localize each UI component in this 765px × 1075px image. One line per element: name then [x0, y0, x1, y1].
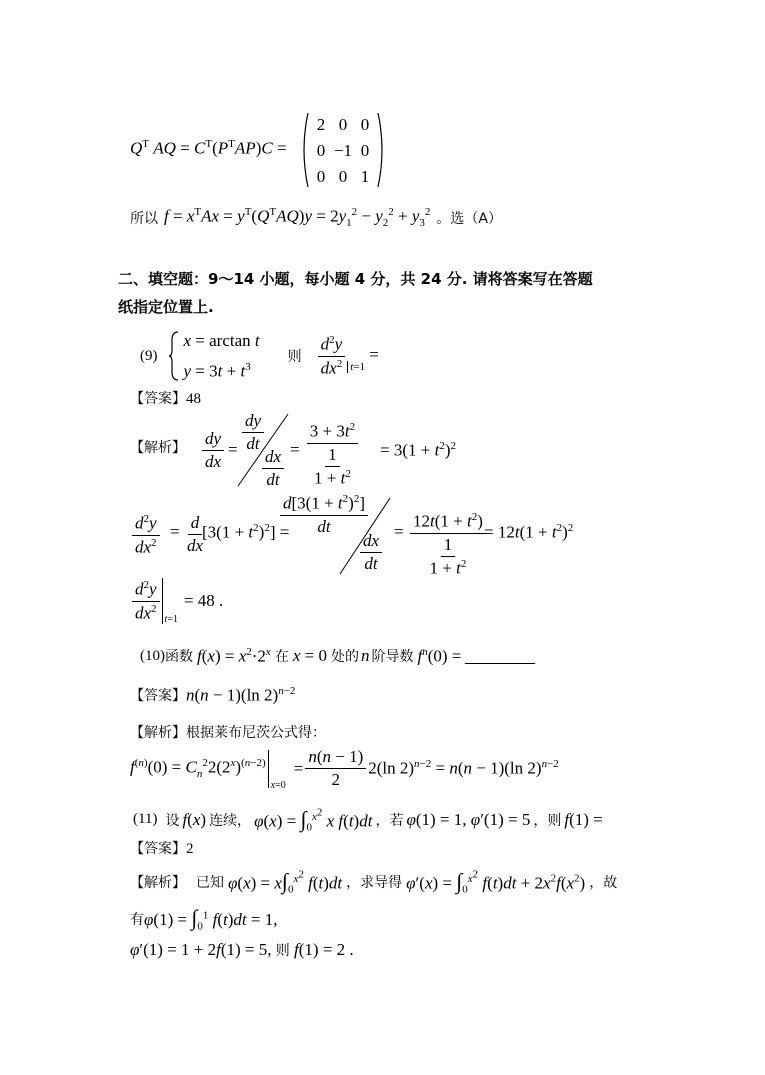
matrix-row [310, 138, 376, 164]
q11-cond: φ(1) = 1, φ′(1) = 5 [406, 809, 531, 829]
conclusion-prefix: 所以 [130, 210, 158, 227]
q9-question [140, 328, 379, 385]
q11-text-then: ，则 [533, 812, 562, 829]
q11-phi1: $\varphi(1) = \int_0^1$ f(t)dt = 1, [144, 905, 278, 933]
q9-ask: $\frac{d^2y}{dx^2}$ $_{t=1}$ = [316, 333, 379, 380]
q9-step1: $\frac{dy}{dx}$ = $\frac{dy}{dt}$ $\frac{dx}{dt}$ = $\frac{3 + 3t^2}{\frac{1}{1 + t^2}}$ = $3(1 + t^2)^2$ [200, 410, 460, 490]
q9-analysis-label: 【解析】 [130, 440, 186, 456]
q11-answer [130, 838, 194, 858]
q11-number: (11) [133, 811, 158, 828]
q9-eq1: x = arctan t [183, 331, 260, 350]
q11-f1: f(1) = [564, 809, 603, 829]
q11-analysis-line3: φ′(1) = 1 + 2f(1) = 5, 则 f(1) = 2 . [130, 940, 354, 959]
q11-text-let: 设 [165, 812, 180, 829]
q11-text-deriv: ，求导得 [346, 874, 403, 891]
matrix-cell: 0 [316, 167, 326, 186]
q11-phi-def: $\varphi(x) = x\int_0^{x^2}$ f(t)dt [228, 868, 343, 896]
matrix-row [310, 112, 376, 138]
q9-number: (9) [140, 347, 158, 364]
matrix-row [310, 164, 376, 190]
q11-text-cont: 连续， [209, 812, 252, 829]
matrix-cell: 2 [316, 115, 326, 134]
section-heading-line1: 二、填空题：9～14 小题，每小题 4 分，共 24 分. 请将答案写在答题 [118, 270, 593, 288]
brace-icon [168, 330, 180, 382]
matrix-cell: 0 [316, 141, 326, 160]
q9-then: 则 [287, 349, 302, 366]
q10-text-func: 函数 [165, 649, 193, 666]
section-heading-line2: 纸指定位置上. [118, 298, 214, 316]
matrix-cell: 0 [360, 115, 370, 134]
matrix [298, 110, 388, 190]
q10-fx: $f(x) = x^2\cdot 2^x$ [197, 646, 271, 666]
q10-number: (10) [140, 647, 165, 664]
matrix-cell: 0 [338, 167, 348, 186]
q11-analysis-line1 [130, 868, 617, 896]
q10-analysis-label: 【解析】 [130, 725, 186, 741]
q10-answer-label: 【答案】 [130, 688, 186, 705]
q10-text-at: 在 [274, 649, 289, 666]
q9-answer-value: 48 [186, 391, 201, 407]
conclusion-formula: $f = x^TAx = y^T(Q^TAQ)y = 2y_1^2 - y_2^2 + y_3^2$ [164, 206, 431, 230]
matrix-cell: 0 [338, 115, 348, 134]
q11-text-if: ，若 [375, 812, 404, 829]
q11-question [133, 806, 603, 834]
q11-fx: f(x) [182, 809, 207, 829]
q10-formula: $f^{(n)}(0) = C_n^22(2^x)^{(n-2)}$ x=0 = $\frac{n(n - 1)}{2}$ 2(ln 2)$^{n-2}$ = n(n − 1)(ln 2)$^{n-2}$ [130, 747, 559, 792]
q10-text-deriv: 阶导数 [371, 649, 414, 666]
q10-analysis-text: 根据莱布尼茨公式得： [186, 725, 326, 741]
q11-answer-value: 2 [186, 841, 194, 857]
conclusion-suffix: 。选（A） [436, 210, 502, 227]
matrix-grid [310, 112, 376, 190]
q9-step2: $\frac{d^2y}{dx^2}$ = $\frac{d}{dx}$ $[3(1 + t^2)^2]$ = $\frac{d[3(1 + t^2)^2]}{dt}$ $\frac{dx}{dt}$ = $\frac{12t(1 + t^2)}{\frac{1}{1 + t^2}}$ = $12t(1 + t^2)^2$ [130, 492, 570, 572]
q10-answer [130, 685, 295, 706]
q9-answer-label: 【答案】 [130, 391, 186, 407]
q10-analysis [130, 722, 326, 742]
q11-text-so: ，故 [589, 874, 618, 891]
q10-n: n [360, 646, 370, 666]
matrix-equation-lhs: $Q^T$ AQ = $C^T(P^TAP)C$ = [130, 138, 287, 158]
q11-answer-label: 【答案】 [130, 841, 186, 857]
q10-fn0: $f^n(0)$ = [417, 646, 462, 666]
q10-answer-value: n(n − 1)(ln 2)$^{n-2}$ [186, 685, 296, 705]
matrix-cell: 1 [360, 167, 370, 186]
q10-blank[interactable] [465, 649, 535, 664]
q9-answer [130, 388, 201, 408]
q10-question [140, 646, 535, 667]
q11-phi-prime: $\varphi'(x) = \int_0^{x^2}$ $f(t)dt + 2x^2f(x^2)$ [406, 868, 586, 896]
q11-text-have: 有 [130, 911, 144, 928]
q11-analysis-line2 [130, 905, 278, 932]
q11-phi: $\varphi(x) = \int_0^{x^2}$ x f(t)dt [254, 806, 373, 834]
q11-analysis-label: 【解析】 [130, 874, 186, 891]
q9-eq2: $y = 3t + t^3$ [183, 361, 251, 381]
q9-step3: $\frac{d^2y}{dx^2}$ t=1 = 48 . [130, 578, 223, 625]
matrix-cell: −1 [333, 141, 353, 160]
q10-text-order: 处的 [330, 649, 359, 666]
q10-x0: x = 0 [292, 646, 327, 666]
q11-text-known: 已知 [196, 874, 224, 891]
conclusion-line [130, 206, 502, 229]
matrix-cell: 0 [360, 141, 370, 160]
